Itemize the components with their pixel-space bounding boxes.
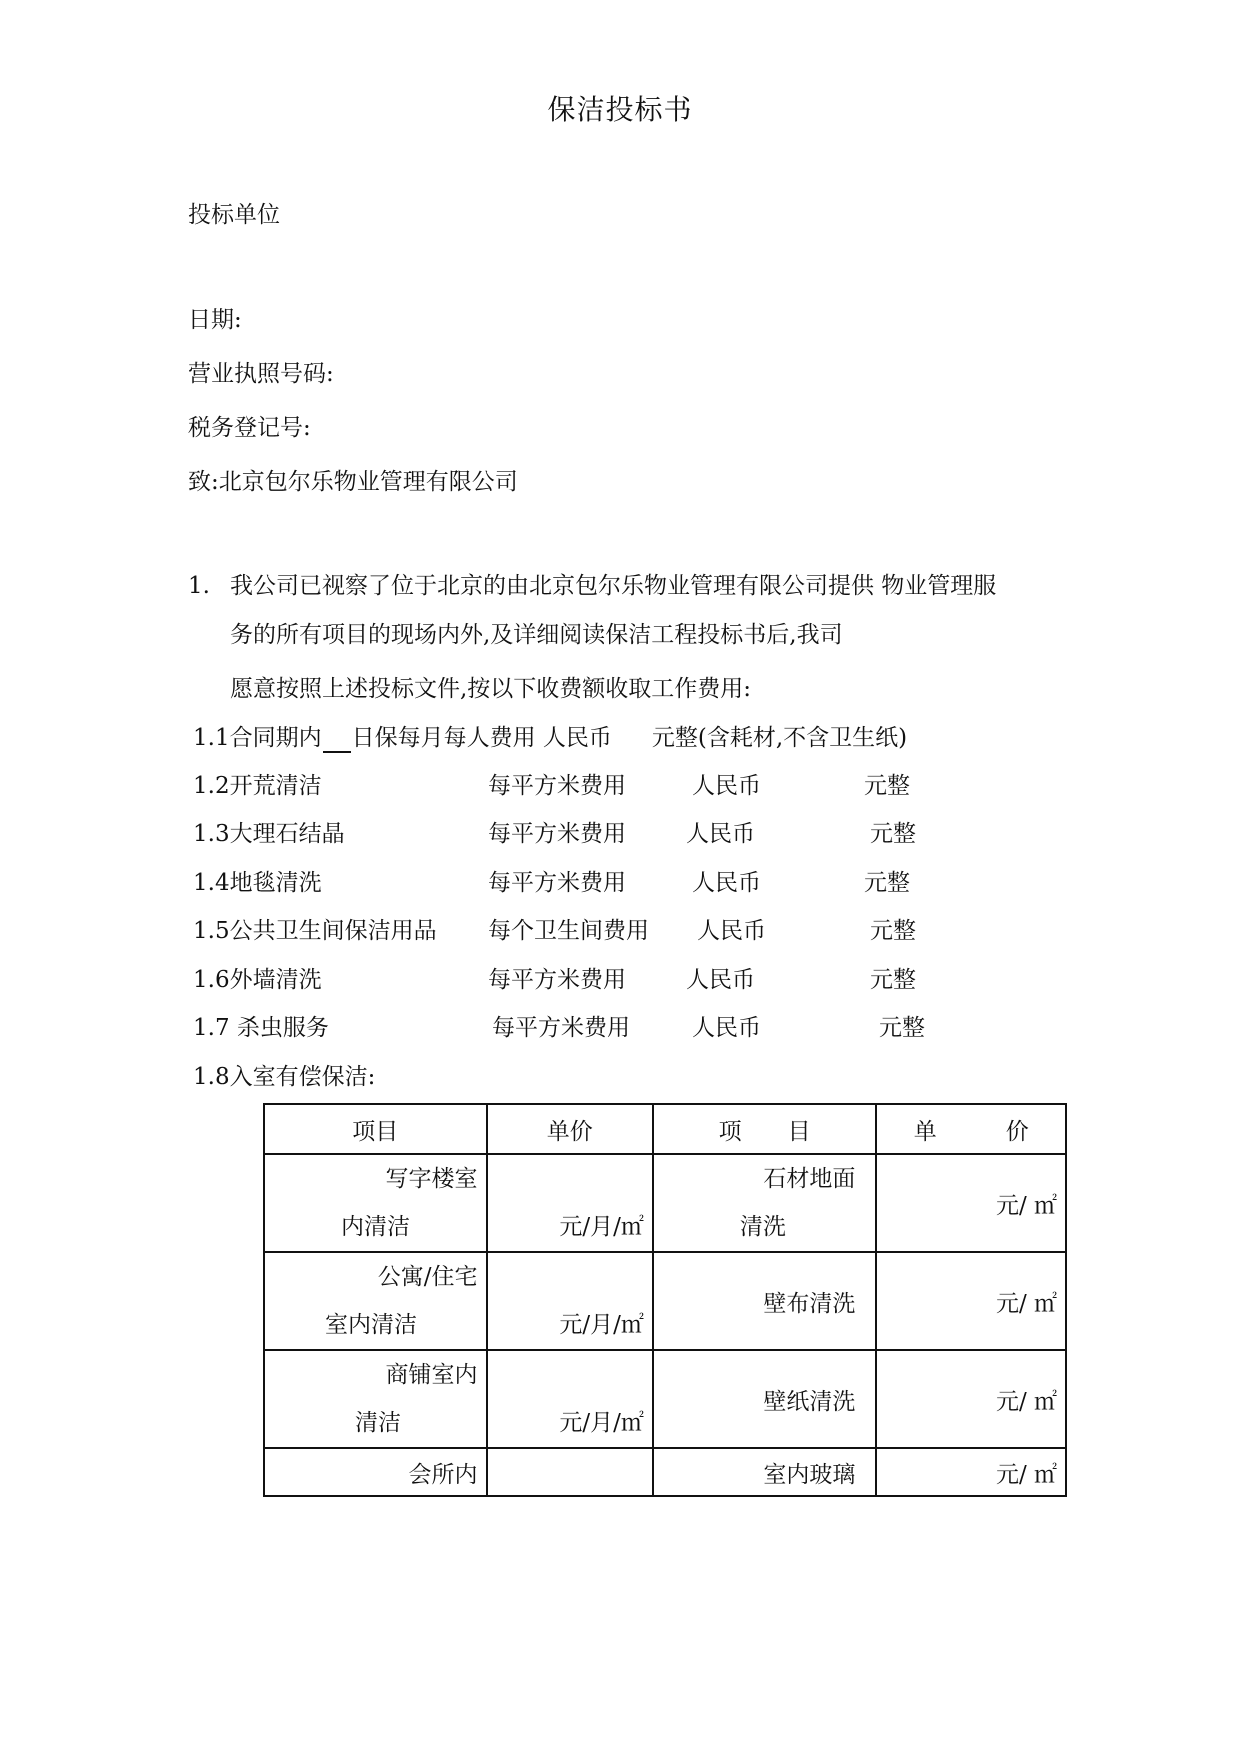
fee-item-currency: 人民币 (697, 918, 766, 944)
fee-item-label: 1.6外墙清洗 (193, 967, 322, 993)
price-cell: 元/ ㎡ (876, 1350, 1066, 1448)
fee-item-currency: 人民币 (692, 773, 761, 799)
item-cell (264, 1154, 487, 1252)
table-header-row (264, 1104, 1066, 1154)
recipient-line: 致:北京包尔乐物业管理有限公司 (188, 469, 518, 495)
fee-item-unit: 每平方米费用 (488, 967, 626, 993)
fee-item-end: 元整 (864, 773, 910, 799)
table-row (264, 1154, 1066, 1252)
item-cell (264, 1350, 487, 1448)
header-item: 项 目 (653, 1104, 876, 1154)
item-name-line1: 石材地面 (763, 1166, 856, 1192)
table-row (264, 1350, 1066, 1448)
fee-item-currency: 人民币 (686, 967, 755, 993)
fee-item-end: 元整 (870, 967, 916, 993)
para1-line3: 愿意按照上述投标文件,按以下收费额收取工作费用: (230, 676, 752, 702)
fee-item-unit: 每平方米费用 (488, 870, 626, 896)
item-name-line2: 清洗 (739, 1214, 786, 1240)
fee-item-currency: 人民币 (692, 1015, 761, 1041)
fee-item-label: 1.3大理石结晶 (193, 821, 345, 847)
para1-number: 1. (188, 573, 210, 599)
price-cell: 元/ ㎡ (876, 1448, 1066, 1496)
fee-item-label: 1.7 杀虫服务 (193, 1015, 329, 1041)
price-cell: 元/月/㎡ (487, 1252, 653, 1350)
item-1-1-prefix: 1.1合同期内 (193, 725, 322, 751)
fee-item-label: 1.5公共卫生间保洁用品 (193, 918, 437, 944)
item-cell: 会所内 (264, 1448, 487, 1496)
fee-item-unit: 每平方米费用 (492, 1015, 630, 1041)
price-cell: 元/月/㎡ (487, 1350, 653, 1448)
item-cell: 室内玻璃 (653, 1448, 876, 1496)
price-cell: 元/ ㎡ (876, 1154, 1066, 1252)
fee-item-end: 元整 (864, 870, 910, 896)
fee-item-unit: 每平方米费用 (488, 773, 626, 799)
header-price: 单 价 (876, 1104, 1066, 1154)
license-field: 营业执照号码: (188, 361, 334, 387)
item-name-line1: 公寓/住宅 (377, 1264, 478, 1290)
price-cell: 元/月/㎡ (487, 1154, 653, 1252)
item-1-1 (193, 723, 907, 753)
document-title: 保洁投标书 (547, 93, 693, 126)
fee-item-currency: 人民币 (692, 870, 761, 896)
fee-item-currency: 人民币 (686, 821, 755, 847)
bidder-field: 投标单位 (188, 202, 280, 228)
item-name-line2: 室内清洁 (325, 1312, 417, 1338)
table-row (264, 1252, 1066, 1350)
fee-item-unit: 每平方米费用 (488, 821, 626, 847)
fee-item-unit: 每个卫生间费用 (488, 918, 649, 944)
item-name-line1: 商铺室内 (385, 1362, 478, 1388)
date-field: 日期: (188, 307, 242, 333)
price-cell: 元/ ㎡ (876, 1252, 1066, 1350)
item-1-1-suffix: 元整(含耗材,不含卫生纸) (651, 725, 908, 751)
item-cell (653, 1154, 876, 1252)
fee-item-end: 元整 (870, 918, 916, 944)
price-cell (487, 1448, 653, 1496)
table-row (264, 1448, 1066, 1496)
fee-item-end: 元整 (879, 1015, 925, 1041)
item-cell: 壁纸清洗 (653, 1350, 876, 1448)
para1-line2: 务的所有项目的现场内外,及详细阅读保洁工程投标书后,我司 (230, 622, 843, 648)
blank-underline (323, 729, 351, 753)
tax-field: 税务登记号: (188, 415, 311, 441)
fee-item-label: 1.2开荒清洁 (193, 773, 322, 799)
fee-item-end: 元整 (870, 821, 916, 847)
item-name-line2: 清洁 (355, 1410, 401, 1436)
item-cell (264, 1252, 487, 1350)
item-name-line1: 写字楼室 (385, 1166, 478, 1192)
header-price: 单价 (487, 1104, 653, 1154)
paid-cleaning-table (263, 1103, 1067, 1497)
item-1-8: 1.8入室有偿保洁: (193, 1064, 376, 1090)
para1-line1: 我公司已视察了位于北京的由北京包尔乐物业管理有限公司提供 物业管理服 (230, 573, 997, 599)
item-1-1-mid: 日保每月每人费用 人民币 (351, 725, 612, 751)
item-name-line2: 内清洁 (341, 1214, 410, 1240)
header-item: 项目 (264, 1104, 487, 1154)
fee-item-label: 1.4地毯清洗 (193, 870, 322, 896)
item-cell: 壁布清洗 (653, 1252, 876, 1350)
